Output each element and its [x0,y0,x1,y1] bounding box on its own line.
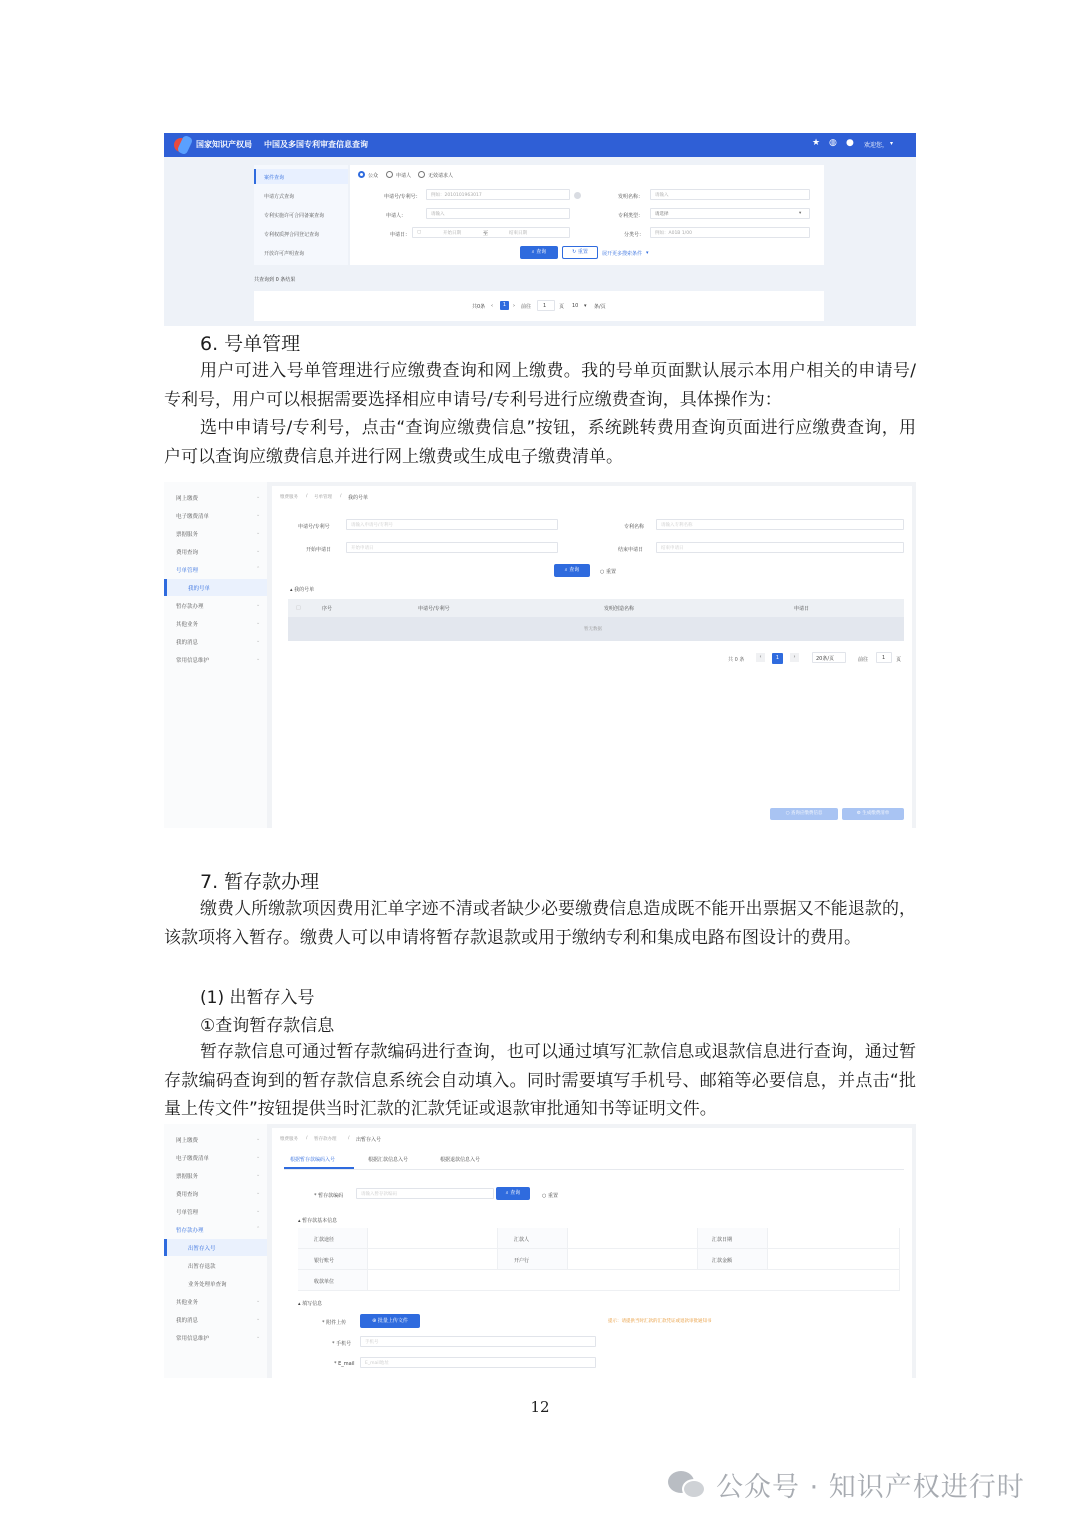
pager-size-unit: 条/页 [594,304,606,310]
basic-info-title: ▴ 暂存款基本信息 [298,1218,338,1224]
watermark [668,1462,1025,1506]
date-label: 申请日： [390,232,411,238]
table-title: ▴ 我的号单 [290,587,315,593]
batch-upload-button-label: 批量上传文件 [377,1318,408,1324]
generate-fee-list-button[interactable] [842,808,904,820]
sidebar-item-other[interactable]: 其他业务 [176,1300,199,1306]
pager-size-chevron-icon[interactable]: ▾ [584,303,587,309]
date-range-calendar-icon: ▢ [417,230,422,235]
breadcrumb-sep: / [306,494,308,499]
breadcrumb-1[interactable]: 缴费服务 [280,495,298,500]
pager-total: 共0条 [472,304,486,310]
batch-upload-button[interactable] [360,1314,420,1328]
pager-goto-label: 前往 [858,657,869,663]
appno-label: 申请号/专利号 [298,524,330,530]
section-7-sub-2: ①查询暂存款信息 [200,1016,335,1036]
chevron-icon: ⌄ [256,1136,261,1142]
deposit-code-label: * 暂存款编码 [314,1193,344,1199]
start-date-input[interactable] [346,542,558,553]
watermark-text: 公众号 · 知识产权进行时 [716,1471,1025,1503]
basic-info-grid [298,1228,900,1292]
date-from-placeholder: 开始日期 [443,231,461,236]
result-count: 共查询到 0 条结果 [254,277,296,283]
wechat-icon [668,1467,708,1501]
basic-info-title-text: 暂存款基本信息 [302,1218,338,1224]
breadcrumb-sep: / [348,1136,350,1141]
pager-page-unit: 页 [896,657,902,663]
section-7-paragraph-2: 暂存款信息可通过暂存款编码进行查询，也可以通过填写汇款信息或退款信息进行查询，通过暂存款编码查询到的暂存款信息系统会自动填入。同时需要填写手机号、邮箱等必要信息，并点击“批量上传文件”按钮提供当时汇款的汇款凭证或退款审批通知书等证明文件。 [164,1042,916,1119]
sidebar-item-number-manage[interactable]: 号单管理 [176,1210,199,1216]
chevron-icon: ⌄ [256,1154,261,1160]
table-title-text: 我的号单 [294,587,315,593]
query-button[interactable] [554,564,590,577]
chevron-up-icon: ⌃ [256,566,261,572]
chevron-icon: ⌄ [256,1208,261,1214]
sidebar-item-messages[interactable]: 我的消息 [176,640,199,646]
chevron-icon: ⌄ [256,548,261,554]
pager-page-input[interactable] [876,652,892,663]
chevron-icon: ⌄ [256,656,261,662]
radio-invalidator-label: 无效请求人 [428,173,454,179]
query-button-label: 查询 [510,1190,521,1196]
sidebar-item-receipt[interactable]: 票据服务 [176,532,199,538]
radio-applicant[interactable] [386,171,393,178]
column-apply-date[interactable]: 申请日 [794,606,810,612]
select-all-checkbox[interactable]: □ [296,605,301,611]
breadcrumb-2[interactable]: 暂存款办理 [314,1137,337,1142]
fill-info-title-text: 填写信息 [302,1301,323,1307]
sidebar-menu [164,1124,267,1378]
class-label: 分类号： [624,232,645,238]
chevron-down-icon[interactable]: ▾ [890,140,894,147]
appno-placeholder: 请输入申请号/专利号 [351,523,394,528]
appno-input[interactable] [426,189,570,200]
email-input[interactable] [360,1357,596,1368]
breadcrumb-sep: / [340,494,342,499]
section-7-paragraph-1: 缴费人所缴款项因费用汇单字迹不清或者缺少必要缴费信息造成既不能开出票据又不能退款的，该款项将入暂存。缴费人可以申请将暂存款退款或用于缴纳专利和集成电路布图设计的费用。 [164,899,916,948]
appno-label: 申请号/专利号： [384,194,421,200]
section-6-heading: 6. 号单管理 [200,333,301,355]
email-label: * E_mail [334,1361,355,1367]
name-input[interactable] [656,519,904,530]
select-chevron-icon: ▾ [799,211,802,216]
pager-goto-label: 前往 [521,304,532,310]
breadcrumb-2[interactable]: 号单管理 [314,495,332,500]
help-icon[interactable] [574,192,581,199]
name-input[interactable] [650,189,810,200]
query-fee-button-label: 查询应缴费信息 [790,811,823,816]
table-header [288,599,904,617]
appno-input[interactable] [346,519,558,530]
field-bank: 开户行 [514,1258,530,1264]
field-bank-account: 银行账号 [314,1258,335,1264]
email-placeholder: E_mail地址 [365,1361,389,1366]
query-button-label: 查询 [536,249,547,255]
upload-icon: ⊕ [372,1318,378,1324]
phone-input[interactable] [360,1336,596,1347]
sidebar-item-number-manage[interactable]: 号单管理 [176,568,199,574]
phone-label: * 手机号 [332,1341,352,1347]
search-icon: ⌕ [564,567,570,573]
sidebar-menu [164,482,267,828]
reset-button[interactable] [562,246,598,259]
radio-applicant-label: 申请人 [396,173,412,179]
phone-placeholder: 手机号 [365,1340,379,1345]
star-icon[interactable]: ★ [812,138,821,148]
reset-button-label: 重置 [605,569,616,575]
deposit-code-placeholder: 请输入暂存款编码 [361,1192,397,1197]
empty-text: 暂无数据 [584,627,602,632]
query-fee-button[interactable] [770,808,838,820]
field-remit-date: 汇款日期 [712,1237,733,1243]
field-remitter: 汇款人 [514,1237,530,1243]
end-date-label: 结束申请日 [618,547,644,553]
section-7-heading: 7. 暂存款办理 [200,871,320,893]
pager-next-icon[interactable]: › [790,653,799,662]
pager-next-icon[interactable]: › [513,303,515,309]
query-nav [254,165,348,265]
appno-placeholder: 例如：2010101963017 [431,193,482,198]
applicant-input[interactable] [426,208,570,219]
radio-public-label: 公众 [368,173,379,179]
sidebar-item-deposit-in[interactable]: 出暂存入号 [188,1246,216,1252]
expand-filters-link[interactable]: 展开更多搜索条件 [602,251,643,257]
name-placeholder: 请输入专利名称 [661,523,693,528]
section-7-sub-1: (1) 出暂存入号 [200,988,315,1008]
class-placeholder: 例如：A01B 1/00 [655,231,692,236]
pager-current[interactable]: 1 [772,653,783,664]
reset-button[interactable]: ○ 重置 [542,1193,558,1199]
applicant-placeholder: 请输入 [431,212,445,217]
date-range-input[interactable] [412,227,570,238]
sidebar-item-deposit[interactable]: 暂存款办理 [176,604,204,610]
page-number: 12 [530,1398,550,1416]
column-appno: 申请号/专利号 [418,606,450,612]
generate-fee-list-button-label: 生成缴费清单 [862,811,890,816]
sidebar-item-business-query[interactable]: 业务处理单查询 [188,1282,227,1288]
user-greeting[interactable]: 欢迎您， [864,142,889,149]
upload-label: * 附件上传 [322,1320,347,1326]
type-select[interactable] [650,208,810,219]
name-placeholder: 请输入 [655,193,669,198]
nav-item-pledge-contract[interactable]: 专利权质押合同登记查询 [264,232,320,238]
tab-by-code[interactable]: 根据暂存款编码入号 [290,1157,336,1163]
breadcrumb-current: 出暂存入号 [356,1137,382,1143]
upload-hint: 提示：请提供当时汇款的汇款凭证或退款审批通知书 [608,1319,712,1324]
my-number-list-screenshot [164,482,916,828]
column-index: 序号 [322,606,333,612]
chevron-icon: ⌄ [256,602,261,608]
query-button[interactable] [496,1187,530,1200]
tab-divider [284,1169,904,1170]
search-icon: ⌕ [531,249,537,255]
breadcrumb-current: 我的号单 [348,495,369,501]
sidebar-item-e-list[interactable]: 电子缴费清单 [176,1156,210,1162]
chevron-icon: ⌄ [256,512,261,518]
end-date-placeholder: 结束申请日 [661,546,684,551]
pager-page-value: 1 [543,303,547,309]
reset-button-label: 重置 [547,1193,558,1199]
nav-item-open-license[interactable]: 开放许可声明查询 [264,251,305,257]
sidebar-item-deposit[interactable]: 暂存款办理 [176,1228,204,1234]
pager-size-value[interactable]: 10 [572,303,579,309]
pager-current[interactable]: 1 [500,301,509,310]
start-date-placeholder: 开始申请日 [351,546,374,551]
applicant-label: 申请人： [386,213,407,219]
class-input[interactable] [650,227,810,238]
patient-query-screenshot [164,133,916,326]
chevron-icon: ⌄ [256,494,261,500]
tab-by-refund[interactable]: 根据退款信息入号 [440,1157,481,1163]
system-name: 中国及多国专利审查信息查询 [264,140,368,149]
field-remit-channel: 汇款途径 [314,1237,335,1243]
sidebar-item-fee-query[interactable]: 费用查询 [176,550,199,556]
search-icon: ⌕ [505,1190,511,1196]
pager-page-input[interactable] [537,300,555,311]
org-name: 国家知识产权局 [196,140,252,149]
chevron-icon: ⌄ [256,638,261,644]
pager-prev-icon[interactable]: ‹ [491,303,493,309]
date-separator: 至 [483,231,489,237]
pager-size-select[interactable] [812,652,846,663]
start-date-label: 开始申请日 [306,547,332,553]
sidebar-item-messages[interactable]: 我的消息 [176,1318,199,1324]
sidebar-item-other[interactable]: 其他业务 [176,622,199,628]
deposit-in-number-screenshot [164,1124,916,1378]
main-content [272,486,912,828]
query-button-label: 查询 [569,567,580,573]
chevron-icon: ⌄ [256,530,261,536]
sidebar-item-common-info[interactable]: 常用信息维护 [176,1336,210,1342]
chevron-icon: ⌄ [256,1190,261,1196]
reset-button[interactable]: ○ 重置 [600,569,616,575]
chevron-icon: ⌄ [256,620,261,626]
radio-invalidator[interactable] [418,171,425,178]
pager-total: 共 0 条 [728,657,745,663]
top-navbar [164,133,916,157]
sidebar-item-fee-query[interactable]: 费用查询 [176,1192,199,1198]
main-content [272,1128,912,1378]
field-payee: 收款单位 [314,1279,335,1285]
pager-page-unit: 页 [559,304,565,310]
chevron-icon: ⌄ [256,1334,261,1340]
breadcrumb-1[interactable]: 缴费服务 [280,1137,298,1142]
column-invention-name: 发明创造名称 [604,606,635,612]
pager-page-value: 1 [882,655,886,661]
sidebar-item-e-list[interactable]: 电子缴费清单 [176,514,210,520]
chevron-icon: ⌄ [256,1298,261,1304]
pager-size-value: 20条/页 [816,656,835,662]
chevron-up-icon: ⌃ [256,1226,261,1232]
gear-icon: ⚙ [856,811,863,816]
tab-by-remittance[interactable]: 根据汇款信息入号 [368,1157,409,1163]
sidebar-item-receipt[interactable]: 票据服务 [176,1174,199,1180]
search-icon: ○ [785,811,791,816]
result-panel [254,291,824,321]
section-6-paragraph-2: 选中申请号/专利号，点击“查询应缴费信息”按钮，系统跳转费用查询页面进行应缴费查询，用户可以查询应缴费信息并进行网上缴费或生成电子缴费清单。 [164,418,916,467]
type-label: 专利类型： [618,213,644,219]
fill-info-title: ▴ 填写信息 [298,1301,323,1307]
reset-button-label: 重置 [577,249,588,255]
breadcrumb-sep: / [306,1136,308,1141]
sidebar-item-my-number[interactable]: 我的号单 [188,586,211,592]
refresh-icon: ↻ [572,249,578,255]
name-label: 发明名称： [618,194,644,200]
table-empty-row [288,617,904,641]
sidebar-item-deposit-refund[interactable]: 出暂存退款 [188,1264,216,1270]
name-label: 专利名称 [624,524,645,530]
nav-item-license-contract[interactable]: 专利实施许可合同备案查询 [264,213,325,219]
user-icon[interactable]: ● [846,138,854,148]
deposit-code-input[interactable] [356,1188,494,1199]
sidebar-item-online-payment[interactable]: 网上缴费 [176,1138,199,1144]
globe-icon[interactable]: ◍ [829,138,837,148]
chevron-icon: ⌄ [256,1172,261,1178]
end-date-input[interactable] [656,542,904,553]
date-to-placeholder: 结束日期 [509,231,527,236]
pager-prev-icon[interactable]: ‹ [756,653,765,662]
sidebar-item-online-payment[interactable]: 网上缴费 [176,496,199,502]
field-remit-amount: 汇款金额 [712,1258,733,1264]
query-button[interactable] [520,246,558,259]
chevron-icon: ⌄ [256,1316,261,1322]
query-form [350,165,824,265]
radio-public[interactable] [358,171,365,178]
nav-item-case-query[interactable]: 案件查询 [264,175,285,181]
type-placeholder: 请选择 [655,212,669,217]
nav-item-apply-method[interactable]: 申请方式查询 [264,194,295,200]
chevron-down-icon[interactable]: ▾ [646,250,649,256]
sidebar-active-highlight [164,579,267,596]
section-6-paragraph-1: 用户可进入号单管理进行应缴费查询和网上缴费。我的号单页面默认展示本用户相关的申请号/专利号，用户可以根据需要选择相应申请号/专利号进行应缴费查询，具体操作为： [164,361,916,410]
sidebar-item-common-info[interactable]: 常用信息维护 [176,658,210,664]
